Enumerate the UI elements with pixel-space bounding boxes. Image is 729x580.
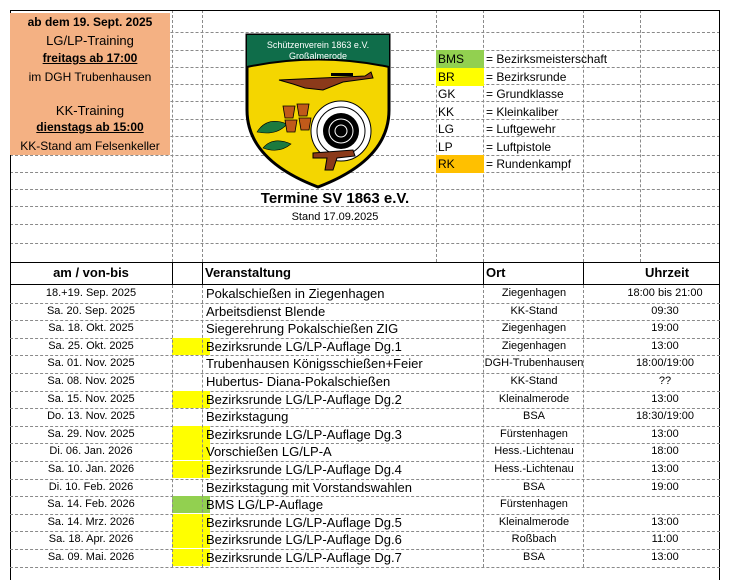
- table-row: [10, 426, 720, 443]
- row-event: Bezirkstagung mit Vorstandswahlen: [206, 479, 412, 495]
- grid-row-line: [10, 243, 720, 244]
- row-place: Hess.-Lichtenau: [494, 445, 574, 458]
- legend-code-lp: LP: [438, 139, 453, 154]
- row-event: Hubertus- Diana-Pokalschießen: [206, 374, 391, 389]
- header-sep-4: [583, 262, 584, 284]
- legend-text-kk: = Kleinkaliber: [486, 104, 559, 119]
- row-event: Bezirksrunde LG/LP-Auflage Dg.6: [206, 532, 402, 548]
- page-title: Termine SV 1863 e.V.: [260, 190, 410, 207]
- row-date: Sa. 01. Nov. 2025: [47, 357, 135, 370]
- row-place: Hess.-Lichtenau: [494, 463, 574, 475]
- row-date: Di. 06. Jan. 2026: [49, 445, 133, 458]
- row-date: Sa. 08. Nov. 2025: [47, 375, 135, 387]
- legend-text-br: = Bezirksrunde: [486, 69, 567, 84]
- table-row: [10, 355, 720, 372]
- club-logo: [243, 32, 393, 190]
- row-time: 13:00: [651, 515, 679, 528]
- row-date: Sa. 15. Nov. 2025: [47, 392, 135, 405]
- table-row: [10, 391, 720, 408]
- header-sep-1: [172, 262, 173, 284]
- training-start-date: ab dem 19. Sept. 2025: [10, 13, 170, 32]
- row-time: 13:00: [651, 427, 679, 440]
- row-place: DGH-Trubenhausen: [484, 357, 584, 370]
- row-date: Sa. 18. Okt. 2025: [48, 322, 134, 335]
- row-place: Kleinalmerode: [498, 392, 570, 405]
- row-event: Bezirksrunde LG/LP-Auflage Dg.4: [206, 462, 402, 477]
- table-row: [10, 285, 720, 302]
- row-date: Do. 13. Nov. 2025: [47, 410, 135, 423]
- row-time: 18:00: [651, 445, 679, 458]
- table-row: [10, 549, 720, 566]
- legend-code-br: BR: [436, 68, 484, 86]
- table-col-line: [583, 285, 584, 567]
- row-place: BSA: [522, 410, 545, 423]
- legend-text-bms: = Bezirksmeisterschaft: [486, 52, 608, 66]
- row-event: Bezirksrunde LG/LP-Auflage Dg.1: [206, 338, 402, 354]
- col-header-event: Veranstaltung: [205, 265, 291, 280]
- legend-text-lp: = Luftpistole: [486, 139, 552, 154]
- row-event: Vorschießen LG/LP-A: [206, 444, 332, 460]
- kk-training-when: dienstags ab 15:00: [10, 119, 170, 136]
- row-place: KK-Stand: [510, 375, 558, 387]
- legend-text-gk: = Grundklasse: [486, 87, 564, 101]
- row-date: Di. 10. Feb. 2026: [48, 480, 134, 493]
- row-place: KK-Stand: [510, 304, 558, 317]
- club-crest-icon: [243, 32, 393, 190]
- col-header-date: am / von-bis: [53, 265, 129, 280]
- row-place: Kleinalmerode: [498, 515, 570, 528]
- legend-text-rk: = Rundenkampf: [486, 157, 572, 171]
- row-event: Bezirksrunde LG/LP-Auflage Dg.2: [206, 391, 402, 407]
- lglp-training-title: LG/LP-Training: [10, 32, 170, 50]
- row-date: Sa. 18. Apr. 2026: [48, 533, 134, 546]
- row-place: Ziegenhagen: [501, 339, 567, 352]
- table-row: [10, 514, 720, 531]
- table-row: [10, 338, 720, 355]
- row-event: Bezirkstagung: [206, 409, 289, 425]
- logo-text-line1: Schützenverein 1863 e.V.: [266, 40, 370, 50]
- row-date: 18.+19. Sep. 2025: [45, 287, 137, 299]
- table-row: [10, 531, 720, 548]
- row-place: BSA: [522, 480, 545, 493]
- grid-col-line: [640, 10, 641, 262]
- row-date: Sa. 25. Okt. 2025: [48, 339, 134, 352]
- row-event: Arbeitsdienst Blende: [206, 303, 326, 319]
- header-sep-2: [202, 262, 203, 284]
- row-event: Trubenhausen Königsschießen+Feier: [206, 356, 423, 372]
- row-event: Bezirksrunde LG/LP-Auflage Dg.7: [206, 550, 402, 565]
- stand-date: Stand 17.09.2025: [291, 211, 379, 223]
- row-place: Fürstenhagen: [500, 427, 568, 440]
- row-place: Roßbach: [511, 533, 557, 546]
- table-row: [10, 461, 720, 478]
- row-event: Bezirksrunde LG/LP-Auflage Dg.3: [206, 426, 402, 442]
- row-time: 11:00: [651, 533, 679, 546]
- col-header-place: Ort: [486, 265, 506, 280]
- row-event: BMS LG/LP-Auflage: [206, 497, 324, 513]
- table-row: [10, 320, 720, 337]
- table-col-line: [202, 285, 203, 567]
- table-row: [10, 479, 720, 496]
- row-date: Sa. 14. Feb. 2026: [47, 498, 135, 511]
- row-place: Fürstenhagen: [500, 498, 568, 511]
- row-time: 13:00: [651, 463, 679, 475]
- row-time: 13:00: [651, 339, 679, 352]
- row-date: Sa. 09. Mai. 2026: [47, 551, 135, 563]
- frame-top: [10, 10, 720, 11]
- row-time: 13:00: [651, 551, 679, 563]
- table-col-line: [483, 285, 484, 567]
- row-place: BSA: [522, 551, 545, 563]
- row-time: 19:00: [651, 322, 679, 335]
- row-date: Sa. 29. Nov. 2025: [47, 427, 135, 440]
- legend-code-gk: GK: [438, 87, 456, 101]
- lglp-training-when: freitags ab 17:00: [10, 50, 170, 67]
- row-date: Sa. 20. Sep. 2025: [46, 304, 136, 317]
- row-date: Sa. 14. Mrz. 2026: [47, 515, 135, 528]
- legend-code-bms: BMS: [436, 50, 484, 68]
- kk-training-title: KK-Training: [10, 101, 170, 119]
- row-place: Ziegenhagen: [501, 322, 567, 335]
- row-event: Bezirksrunde LG/LP-Auflage Dg.5: [206, 514, 402, 530]
- table-row: [10, 496, 720, 513]
- table-row: [10, 443, 720, 460]
- kk-training-where: KK-Stand am Felsenkeller: [10, 136, 170, 155]
- legend-text-lg: = Luftgewehr: [486, 122, 556, 136]
- row-time: 13:00: [651, 392, 679, 405]
- row-time: ??: [658, 375, 672, 387]
- legend-code-rk: RK: [436, 155, 484, 173]
- lglp-training-where: im DGH Trubenhausen: [10, 67, 170, 101]
- legend-code-lg: LG: [438, 122, 455, 136]
- table-col-line: [172, 285, 173, 567]
- row-event: Pokalschießen in Ziegenhagen: [206, 286, 385, 301]
- row-date: Sa. 10. Jan. 2026: [47, 463, 135, 475]
- row-time: 18:00 bis 21:00: [627, 287, 703, 299]
- row-separator: [10, 567, 720, 568]
- table-row: [10, 408, 720, 425]
- col-header-time: Uhrzeit: [644, 265, 690, 280]
- table-row: [10, 303, 720, 320]
- row-time: 18:00/19:00: [635, 357, 695, 370]
- table-row: [10, 373, 720, 390]
- row-time: 18:30/19:00: [635, 410, 695, 423]
- logo-text-line2: Großalmerode: [288, 51, 348, 61]
- row-time: 09:30: [651, 304, 679, 317]
- row-event: Siegerehrung Pokalschießen ZIG: [206, 321, 399, 337]
- header-sep-3: [483, 262, 484, 284]
- legend-code-kk: KK: [438, 104, 455, 119]
- grid-col-line: [172, 10, 173, 262]
- row-place: Ziegenhagen: [501, 287, 567, 299]
- row-time: 19:00: [651, 480, 679, 493]
